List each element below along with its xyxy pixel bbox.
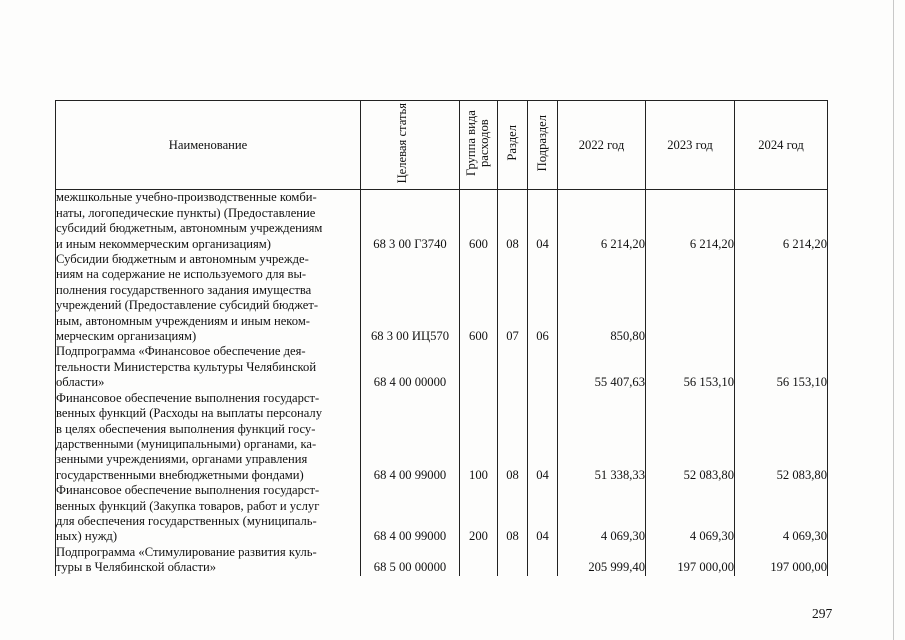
row-amount-2024: 6 214,20 (735, 190, 828, 252)
row-target-article: 68 4 00 99000 (361, 391, 460, 483)
table-row (56, 391, 828, 483)
row-name-line: учреждений (Предоставление субсидий бюджет- (56, 298, 319, 313)
row-amount-2024: 52 083,80 (735, 391, 828, 483)
table-row (56, 545, 828, 576)
header-year-2022: 2022 год (558, 101, 646, 190)
row-name-line: ным, автономным учреждениям и иным неком- (56, 313, 310, 328)
row-subsection: 04 (528, 483, 558, 545)
table-row (56, 344, 828, 390)
header-section: Раздел (498, 101, 528, 190)
row-amount-2023: 56 153,10 (646, 344, 735, 390)
row-expense-group: 600 (460, 252, 498, 344)
header-row (56, 101, 828, 190)
row-amount-2022: 51 338,33 (558, 391, 646, 483)
row-name-line: ниям на содержание не используемого для вы- (56, 267, 307, 282)
row-name (56, 190, 361, 252)
row-amount-2023 (646, 252, 735, 344)
row-name-line: дарственными (муниципальными) органами, ка- (56, 436, 317, 451)
row-target-article: 68 3 00 ИЦ570 (361, 252, 460, 344)
row-amount-2024 (735, 252, 828, 344)
row-amount-2024: 56 153,10 (735, 344, 828, 390)
table-row (56, 483, 828, 545)
row-expense-group (460, 344, 498, 390)
row-name (56, 545, 361, 576)
row-name-line: Подпрограмма «Стимулирование развития куль- (56, 544, 317, 559)
row-target-article: 68 5 00 00000 (361, 545, 460, 576)
row-amount-2024: 197 000,00 (735, 545, 828, 576)
table-row (56, 190, 828, 252)
table-row (56, 252, 828, 344)
header-name: Наименование (56, 101, 361, 190)
row-subsection: 04 (528, 391, 558, 483)
row-name-line: мерческим организациям) (56, 329, 197, 344)
row-name-line: в целях обеспечения выполнения функций госу- (56, 421, 316, 436)
row-expense-group: 200 (460, 483, 498, 545)
row-target-article: 68 4 00 99000 (361, 483, 460, 545)
row-amount-2023: 6 214,20 (646, 190, 735, 252)
row-name-line: венных функций (Расходы на выплаты персоналу (56, 406, 323, 421)
row-subsection (528, 545, 558, 576)
row-amount-2022: 205 999,40 (558, 545, 646, 576)
row-name-line: Подпрограмма «Финансовое обеспечение дея- (56, 344, 306, 359)
row-name (56, 483, 361, 545)
row-name (56, 252, 361, 344)
row-amount-2022: 55 407,63 (558, 344, 646, 390)
row-name-line: ных) нужд) (56, 529, 118, 544)
row-amount-2023: 4 069,30 (646, 483, 735, 545)
row-name-line: для обеспечения государственных (муниципаль- (56, 513, 317, 528)
row-name-line: венных функций (Закупка товаров, работ и услуг (56, 498, 320, 513)
row-amount-2024: 4 069,30 (735, 483, 828, 545)
header-expense-group: Группа вида расходов (460, 101, 498, 190)
row-expense-group: 600 (460, 190, 498, 252)
row-section: 08 (498, 483, 528, 545)
row-amount-2022: 850,80 (558, 252, 646, 344)
row-name-line: полнения государственного задания имущества (56, 282, 312, 297)
row-section: 08 (498, 391, 528, 483)
page-number: 297 (812, 606, 833, 621)
row-name-line: государственными внебюджетными фондами) (56, 467, 304, 482)
row-name-line: субсидий бюджетным, автономным учреждениям (56, 221, 323, 236)
header-year-2023: 2023 год (646, 101, 735, 190)
budget-table (55, 100, 828, 576)
row-section: 08 (498, 190, 528, 252)
row-name-line: и иным некоммерческим организациям) (56, 236, 271, 251)
row-section (498, 545, 528, 576)
row-target-article: 68 3 00 Г3740 (361, 190, 460, 252)
row-amount-2023: 197 000,00 (646, 545, 735, 576)
row-target-article: 68 4 00 00000 (361, 344, 460, 390)
header-target-article: Целевая статья (361, 101, 460, 190)
row-name-line: области» (56, 375, 105, 390)
row-amount-2022: 6 214,20 (558, 190, 646, 252)
row-name-line: зенными учреждениями, органами управления (56, 452, 308, 467)
row-expense-group (460, 545, 498, 576)
row-subsection (528, 344, 558, 390)
row-name (56, 391, 361, 483)
row-subsection: 04 (528, 190, 558, 252)
row-amount-2023: 52 083,80 (646, 391, 735, 483)
page-edge-line (893, 0, 894, 640)
header-subsection: Подраздел (528, 101, 558, 190)
row-amount-2022: 4 069,30 (558, 483, 646, 545)
row-section: 07 (498, 252, 528, 344)
row-name (56, 344, 361, 390)
row-name-line: Субсидии бюджетным и автономным учрежде- (56, 252, 309, 267)
header-year-2024: 2024 год (735, 101, 828, 190)
row-name-line: туры в Челябинской области» (56, 560, 217, 575)
row-name-line: межшкольные учебно-производственные комби- (56, 190, 317, 205)
row-name-line: наты, логопедические пункты) (Предоставление (56, 205, 316, 220)
row-name-line: Финансовое обеспечение выполнения государст- (56, 390, 320, 405)
row-name-line: Финансовое обеспечение выполнения государст- (56, 483, 320, 498)
row-subsection: 06 (528, 252, 558, 344)
row-section (498, 344, 528, 390)
row-expense-group: 100 (460, 391, 498, 483)
row-name-line: тельности Министерства культуры Челябинской (56, 359, 317, 374)
